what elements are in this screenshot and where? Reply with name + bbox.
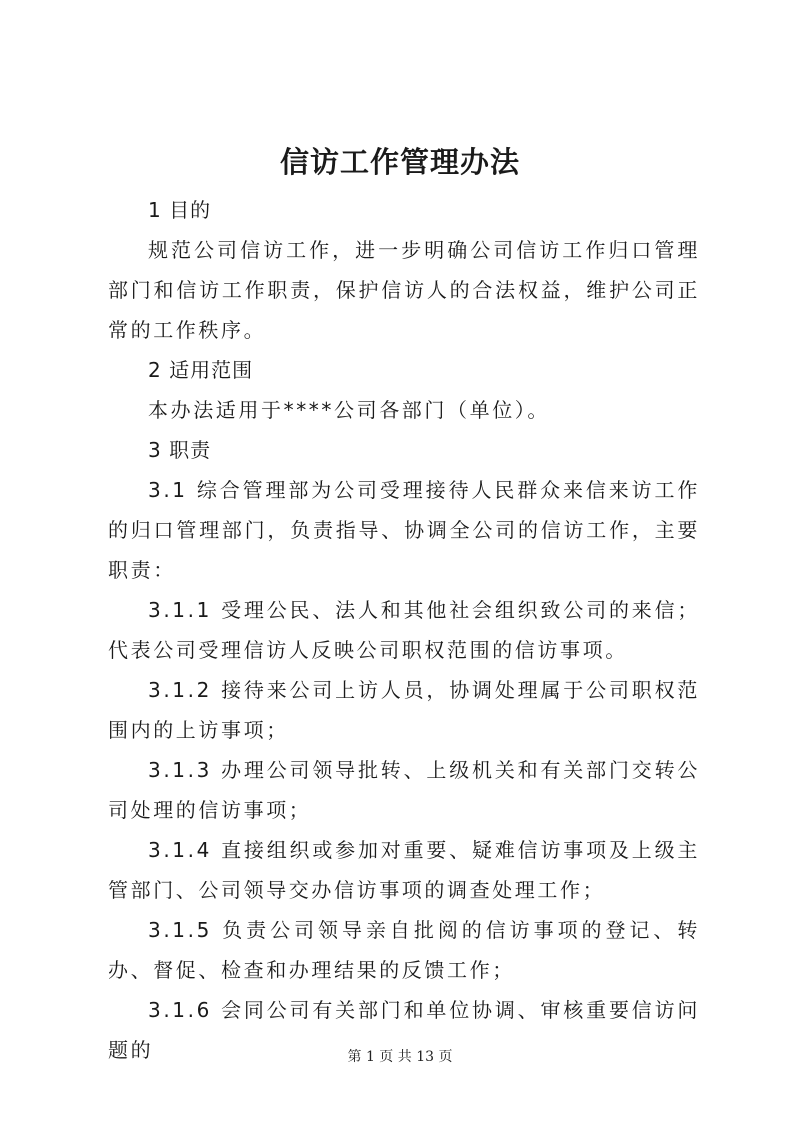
paragraph-3-1-5: 3.1.5 负责公司领导亲自批阅的信访事项的登记、转办、督促、检查和办理结果的反馈工作；: [108, 918, 700, 982]
paragraph-scope: 本办法适用于****公司各部门（单位）。: [148, 398, 550, 422]
paragraph-3-1-2: 3.1.2 接待来公司上访人员，协调处理属于公司职权范围内的上访事项；: [108, 678, 700, 742]
paragraph-3-1-4: 3.1.4 直接组织或参加对重要、疑难信访事项及上级主管部门、公司领导交办信访事项的调查处理工作；: [108, 838, 700, 902]
paragraph-3-1-1: 3.1.1 受理公民、法人和其他社会组织致公司的来信；代表公司受理信访人反映公司职权范围的信访事项。: [108, 598, 700, 662]
section-heading-duties: 3 职责: [148, 438, 212, 462]
document-body: [108, 190, 700, 1070]
paragraph-3-1: 3.1 综合管理部为公司受理接待人民群众来信来访工作的归口管理部门，负责指导、协调全公司的信访工作，主要职责：: [108, 478, 700, 582]
page-footer: 第 1 页 共 13 页: [347, 1049, 453, 1065]
paragraph-3-1-3: 3.1.3 办理公司领导批转、上级机关和有关部门交转公司处理的信访事项；: [108, 758, 700, 822]
document-title: 信访工作管理办法: [279, 145, 520, 179]
paragraph-purpose: 规范公司信访工作，进一步明确公司信访工作归口管理部门和信访工作职责，保护信访人的合法权益，维护公司正常的工作秩序。: [108, 238, 700, 342]
paragraph-3-1-6: 3.1.6 会同公司有关部门和单位协调、审核重要信访问题的: [108, 998, 700, 1062]
section-heading-purpose: 1 目的: [148, 198, 212, 222]
section-heading-scope: 2 适用范围: [148, 358, 254, 382]
